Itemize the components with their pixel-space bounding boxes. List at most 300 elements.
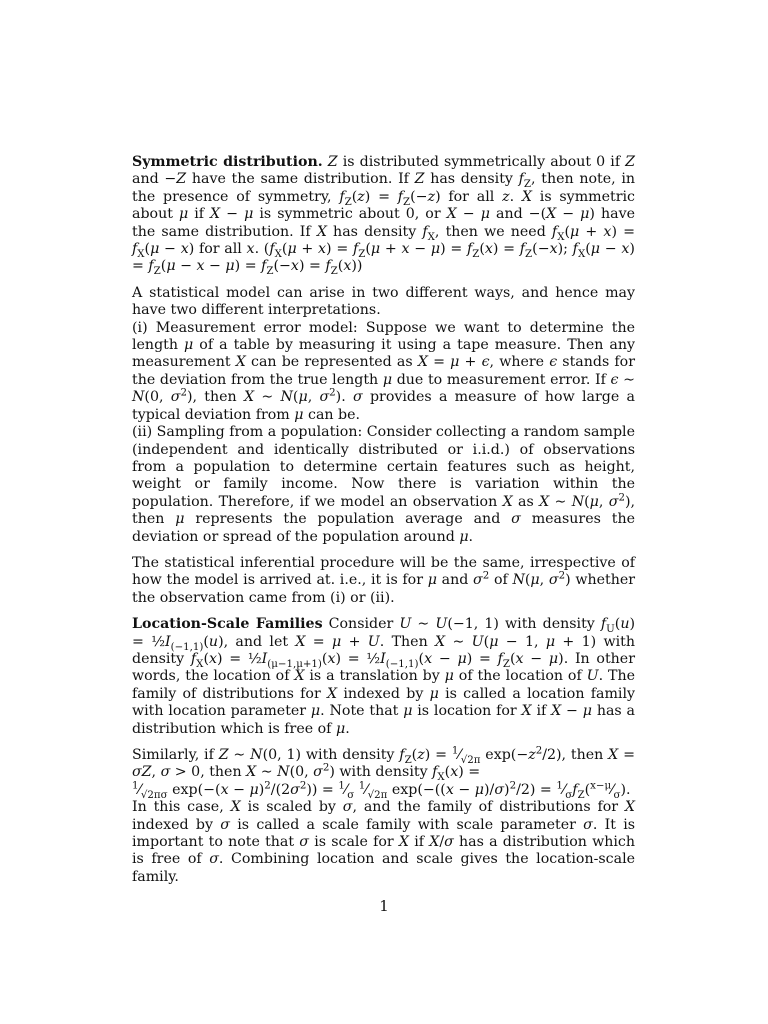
text-run: Z: [577, 789, 585, 801]
text-run: u: [208, 633, 219, 650]
text-run: );: [557, 241, 573, 258]
paragraph-heading: Symmetric distribution.: [132, 154, 323, 170]
text-run: measures the deviation or spread of the population around: [132, 511, 635, 545]
text-run: X: [539, 493, 550, 510]
text-run: −: [432, 650, 458, 667]
text-run: x: [424, 650, 433, 667]
text-run: X: [246, 764, 257, 781]
text-run: x: [515, 650, 524, 667]
text-run: stands for the deviation from the true length: [132, 354, 635, 388]
text-run: X: [546, 206, 557, 223]
text-run: (: [281, 241, 288, 258]
text-run: X: [326, 685, 338, 702]
text-run: f: [352, 241, 359, 258]
text-run: σ: [494, 781, 505, 798]
text-run: ϵ: [481, 354, 490, 371]
text-run: ), then: [132, 493, 635, 528]
text-run: ∼: [256, 764, 278, 781]
text-run: X: [294, 668, 305, 685]
text-run: Z: [358, 248, 366, 260]
text-run: Similarly, if: [132, 747, 219, 763]
text-run: and: [436, 572, 474, 589]
text-run: ) = ½: [217, 650, 262, 667]
text-run: Z: [625, 154, 635, 170]
para-location-scale-families: [132, 616, 635, 738]
text-run: −: [175, 258, 197, 275]
text-run: σ: [444, 834, 454, 851]
text-run: x: [445, 781, 454, 798]
text-run: Z: [330, 266, 338, 278]
text-run: μ: [570, 223, 580, 240]
text-run: σ: [313, 764, 323, 781]
text-run: μ: [166, 258, 176, 275]
text-run: ) =: [132, 241, 635, 275]
text-run: (: [584, 781, 591, 798]
text-run: f: [518, 171, 524, 188]
text-run: σ: [608, 493, 619, 510]
text-run: f: [466, 241, 473, 258]
text-run: U: [586, 668, 599, 685]
text-run: ∼: [228, 747, 251, 763]
text-run: X: [521, 703, 532, 720]
text-run: is a translation by: [304, 668, 445, 685]
text-run: f: [519, 241, 526, 258]
text-run: ) = ½: [335, 650, 381, 667]
text-run: . Then: [379, 633, 436, 650]
text-run: 2: [558, 570, 566, 582]
text-run: X: [235, 354, 246, 371]
text-run: (−: [410, 188, 428, 205]
text-run: 2: [535, 745, 543, 757]
text-run: (: [203, 633, 209, 650]
text-run: N: [512, 572, 525, 589]
text-run: σ: [290, 781, 300, 798]
text-run: exp(−((: [387, 781, 446, 798]
text-run: if: [409, 834, 430, 851]
text-run: σ: [160, 764, 171, 781]
text-run: X: [316, 223, 327, 240]
text-run: In this case,: [132, 799, 231, 816]
text-run: Z: [176, 171, 187, 188]
text-run: f: [190, 650, 197, 667]
text-run: μ: [429, 685, 439, 702]
text-run: −: [600, 241, 622, 258]
text-run: μ: [450, 354, 460, 371]
text-run: X: [446, 206, 457, 223]
text-run: (−1, 1) with density: [447, 616, 601, 633]
text-run: X: [557, 231, 565, 243]
text-run: σ: [342, 799, 353, 816]
text-run: U: [471, 633, 484, 650]
text-run: √2π: [367, 789, 388, 801]
text-run: f: [132, 241, 138, 258]
text-run: μ: [287, 241, 297, 258]
text-run: . It is important to note that: [132, 816, 636, 851]
text-run: ⁄: [611, 781, 614, 798]
text-run: ).: [335, 389, 353, 406]
text-run: ∼: [618, 371, 635, 388]
text-run: f: [399, 747, 405, 763]
text-run: ) have the same distribution. If: [132, 206, 635, 240]
text-run: −: [453, 781, 475, 798]
text-run: x−μ: [590, 780, 612, 792]
text-run: σZ: [132, 764, 152, 781]
text-run: − 1,: [498, 633, 546, 650]
text-run: (: [203, 650, 209, 667]
text-run: μ: [457, 650, 467, 667]
text-run: σ: [220, 816, 230, 833]
text-run: I: [164, 633, 171, 650]
para-inferential-procedure: [132, 555, 635, 607]
text-run: (0, 1) with density: [262, 747, 400, 763]
text-run: X: [624, 799, 636, 816]
text-run: I: [380, 650, 386, 667]
text-run: ⁄: [365, 781, 368, 798]
text-run: U: [435, 616, 448, 633]
text-run: f: [572, 781, 578, 798]
text-run: , then we need: [434, 223, 552, 240]
text-run: (: [524, 572, 531, 589]
text-run: u: [620, 616, 630, 633]
text-run: + 1) with density: [132, 633, 635, 667]
text-run: x: [401, 241, 410, 258]
text-run: x: [220, 781, 229, 798]
text-run: =: [305, 633, 333, 650]
text-run: x: [484, 241, 493, 258]
text-run: 2: [264, 780, 271, 792]
text-run: 2: [322, 762, 330, 774]
text-run: f: [261, 258, 267, 275]
text-run: 1: [451, 745, 459, 757]
text-run: has density: [424, 171, 519, 188]
text-run: (: [444, 764, 451, 781]
text-run: X: [417, 354, 428, 371]
text-run: N: [280, 389, 293, 406]
text-run: ). In other words, the location of: [132, 650, 635, 685]
text-run: =: [618, 747, 636, 763]
text-run: f: [432, 764, 438, 781]
text-run: ), and let: [218, 633, 296, 650]
text-run: (: [351, 188, 358, 205]
text-run: μ: [590, 241, 600, 258]
text-run: ) whether the observation came from (i) or (ii).: [132, 572, 636, 606]
text-run: due to measurement error. If: [392, 371, 611, 388]
text-run: +: [380, 241, 402, 258]
body-text: [132, 154, 635, 886]
text-run: 1: [358, 780, 366, 792]
text-run: of the location of: [453, 668, 587, 685]
text-run: N: [277, 764, 290, 781]
text-run: ϵ: [549, 354, 558, 371]
text-run: ) =: [466, 650, 498, 667]
text-run: 2: [482, 570, 490, 582]
text-run: Z: [218, 747, 229, 763]
text-run: z: [427, 188, 436, 205]
text-run: z: [417, 747, 425, 763]
text-run: μ: [427, 572, 437, 589]
text-run: μ: [298, 389, 308, 406]
text-run: −: [159, 241, 181, 258]
text-run: represents the population average and: [184, 511, 512, 528]
text-run: σ: [613, 789, 621, 801]
text-run: z: [502, 188, 510, 205]
text-run: +: [341, 633, 368, 650]
text-run: 2: [299, 780, 307, 792]
text-run: x: [603, 223, 612, 240]
text-run: Z: [414, 171, 425, 188]
text-run: μ: [430, 241, 441, 258]
text-run: X: [230, 799, 241, 816]
text-run: σ: [565, 789, 573, 801]
text-run: )/: [484, 781, 495, 798]
text-run: √2π: [460, 754, 481, 766]
text-run: f: [148, 258, 154, 275]
text-run: Z: [502, 658, 510, 670]
text-run: X: [210, 206, 221, 223]
text-run: μ: [310, 703, 321, 720]
text-run: U: [399, 616, 412, 633]
text-run: σ: [353, 389, 363, 406]
text-run: f: [422, 223, 428, 240]
text-run: +: [296, 241, 319, 258]
text-run: x: [327, 650, 336, 667]
text-run: . Combining location and scale gives the location-scale family.: [132, 851, 635, 885]
text-run: 1: [556, 780, 563, 792]
text-run: (: [479, 241, 485, 258]
text-run: of a table by measuring it using a tape measure. Then any measurement: [132, 337, 635, 371]
text-run: x: [318, 241, 327, 258]
text-run: f: [600, 616, 607, 633]
text-run: x: [180, 241, 189, 258]
text-run: X: [274, 248, 282, 260]
text-run: −: [523, 650, 549, 667]
text-run: as: [512, 493, 540, 510]
text-run: , and the family of distributions for: [352, 799, 625, 816]
text-run: Z: [266, 266, 274, 278]
text-run: Z: [344, 196, 352, 208]
text-run: f: [339, 188, 345, 205]
text-run: −: [220, 206, 245, 223]
text-run: > 0, then: [170, 764, 247, 781]
text-run: if: [188, 206, 211, 223]
text-run: z: [528, 747, 536, 763]
text-run: Z: [153, 266, 161, 278]
text-run: Z: [327, 154, 338, 170]
text-run: ) =: [424, 747, 452, 763]
text-run: 2: [509, 780, 517, 792]
text-run: if: [531, 703, 552, 720]
text-run: (: [292, 389, 299, 406]
text-run: ): [504, 781, 510, 798]
text-run: (: [585, 241, 591, 258]
text-run: is symmetric about 0, or: [253, 206, 447, 223]
text-run: ), then: [186, 389, 244, 406]
text-run: μ: [370, 241, 381, 258]
text-run: −: [409, 241, 431, 258]
text-run: (−: [532, 241, 550, 258]
text-run: .: [468, 528, 474, 545]
text-run: The statistical inferential procedure will be the same, irrespective of how the model is arrived at. i.e., it is for: [132, 554, 635, 589]
text-run: U: [606, 623, 615, 635]
text-run: (−: [273, 258, 291, 275]
text-run: can be represented as: [245, 354, 418, 371]
text-run: +: [459, 354, 482, 371]
text-run: −: [561, 703, 583, 720]
text-run: ⁄: [344, 781, 348, 798]
text-run: μ: [175, 511, 185, 528]
text-run: f: [497, 650, 503, 667]
text-run: ⁄: [562, 781, 566, 798]
text-run: has a distribution which is free of: [132, 703, 635, 737]
text-run: . The family of distributions for: [132, 668, 635, 702]
text-run: ) with density: [329, 764, 433, 781]
text-run: μ: [474, 781, 484, 798]
text-run: (: [483, 633, 490, 650]
text-run: (0,: [144, 389, 171, 406]
text-run: x: [549, 241, 558, 258]
text-run: I: [261, 650, 268, 667]
text-run: (−1,1): [170, 641, 204, 653]
text-run: μ: [480, 206, 490, 223]
text-run: is called a location family with location parameter: [132, 685, 635, 720]
text-run: is called a scale family with scale parameter: [229, 816, 584, 833]
text-run: N: [250, 747, 263, 763]
text-run: indexed by: [132, 816, 221, 833]
text-run: X: [435, 633, 446, 650]
text-run: ,: [598, 493, 609, 510]
text-run: )) =: [306, 781, 339, 798]
text-run: ∼: [549, 493, 572, 510]
text-run: μ: [249, 781, 259, 798]
text-run: X: [295, 633, 306, 650]
text-run: (: [509, 650, 516, 667]
text-run: ) =: [440, 241, 467, 258]
text-run: f: [397, 188, 404, 205]
text-run: U: [367, 633, 380, 650]
text-run: (: [614, 616, 621, 633]
text-run: (ii) Sampling from a population: Consider collecting a random sample (independent and identically distributed or i.i.d.) of observations from a population to determine certain features such as height, weight or family income. Now there is variation within the population. Therefore, if we model an observation: [132, 424, 635, 510]
text-run: −: [556, 206, 581, 223]
text-run: have the same distribution. If: [186, 171, 415, 188]
text-run: /(2: [270, 781, 291, 798]
text-run: Z: [525, 248, 533, 260]
text-run: f: [551, 223, 558, 240]
text-run: (: [160, 258, 167, 275]
text-run: ): [258, 781, 265, 798]
text-run: μ: [530, 572, 540, 589]
text-run: σ: [473, 572, 483, 589]
text-run: +: [579, 223, 604, 240]
text-run: exp(−: [480, 747, 529, 763]
text-run: f: [572, 241, 578, 258]
text-run: Z: [523, 179, 532, 191]
text-run: x: [343, 258, 352, 275]
text-run: (: [337, 258, 344, 275]
text-run: /: [439, 834, 445, 851]
text-run: −: [204, 258, 226, 275]
text-run: is distributed symmetrically about 0 if: [337, 154, 626, 170]
text-run: μ: [459, 528, 469, 545]
text-run: x: [621, 241, 630, 258]
text-run: μ: [548, 650, 559, 667]
text-run: ) =: [611, 223, 635, 240]
text-run: .: [345, 720, 350, 737]
text-run: σ: [319, 389, 330, 406]
text-run: . Note that: [320, 703, 404, 720]
text-run: is scaled by: [240, 799, 343, 816]
text-run: μ: [582, 703, 592, 720]
text-run: of: [489, 572, 513, 589]
text-run: /2) =: [516, 781, 557, 798]
text-run: μ: [382, 371, 393, 388]
text-run: μ: [178, 206, 189, 223]
text-run: 1: [132, 780, 139, 792]
text-run: −: [456, 206, 481, 223]
text-run: has a distribution which is free of: [132, 834, 635, 868]
text-run: x: [196, 258, 205, 275]
text-run: z: [357, 188, 365, 205]
text-run: ,: [539, 572, 549, 589]
text-run: √2πσ: [140, 789, 168, 801]
text-run: ∼: [411, 616, 436, 633]
text-run: ) = ½: [132, 616, 635, 650]
text-run: (: [564, 223, 571, 240]
text-run: μ: [335, 720, 346, 737]
text-run: A statistical model can arise in two different ways, and hence may have two different interpretations.: [132, 284, 635, 319]
text-run: 1: [338, 780, 345, 792]
text-run: ) =: [458, 764, 481, 781]
text-run: μ: [403, 703, 413, 720]
text-run: ) =: [492, 241, 520, 258]
text-run: (−1,1): [385, 658, 419, 670]
text-run: ⁄: [138, 781, 141, 798]
text-run: (: [365, 241, 371, 258]
text-run: x: [450, 764, 459, 781]
text-run: (: [418, 650, 425, 667]
text-run: ) =: [234, 258, 262, 275]
text-run: X: [243, 389, 255, 406]
text-run: X: [577, 248, 586, 260]
text-run: is scale for: [308, 834, 399, 851]
text-run: X: [196, 658, 204, 670]
text-run: μ: [294, 406, 304, 423]
text-run: ∼: [254, 389, 281, 406]
text-run: exp(−(: [167, 781, 221, 798]
text-run: X: [608, 747, 619, 763]
text-run: μ: [444, 668, 454, 685]
text-run: (: [144, 241, 151, 258]
text-run: X: [502, 493, 513, 510]
text-run: X: [137, 248, 145, 260]
text-run: has density: [326, 223, 423, 240]
text-run: and −: [132, 171, 177, 188]
text-run: Z: [404, 754, 412, 766]
text-run: f: [325, 258, 331, 275]
text-run: and −(: [489, 206, 547, 223]
text-run: σ: [347, 789, 355, 801]
text-run: μ: [489, 633, 499, 650]
para-scale-family: [132, 747, 635, 886]
text-run: N: [132, 389, 145, 406]
text-run: , where: [489, 354, 550, 371]
text-run: σ: [548, 572, 559, 589]
text-run: σ: [209, 851, 219, 868]
text-run: X: [398, 834, 409, 851]
text-run: X: [521, 188, 532, 205]
text-run: X: [551, 703, 562, 720]
text-run: X: [427, 231, 435, 243]
text-run: μ: [244, 206, 254, 223]
